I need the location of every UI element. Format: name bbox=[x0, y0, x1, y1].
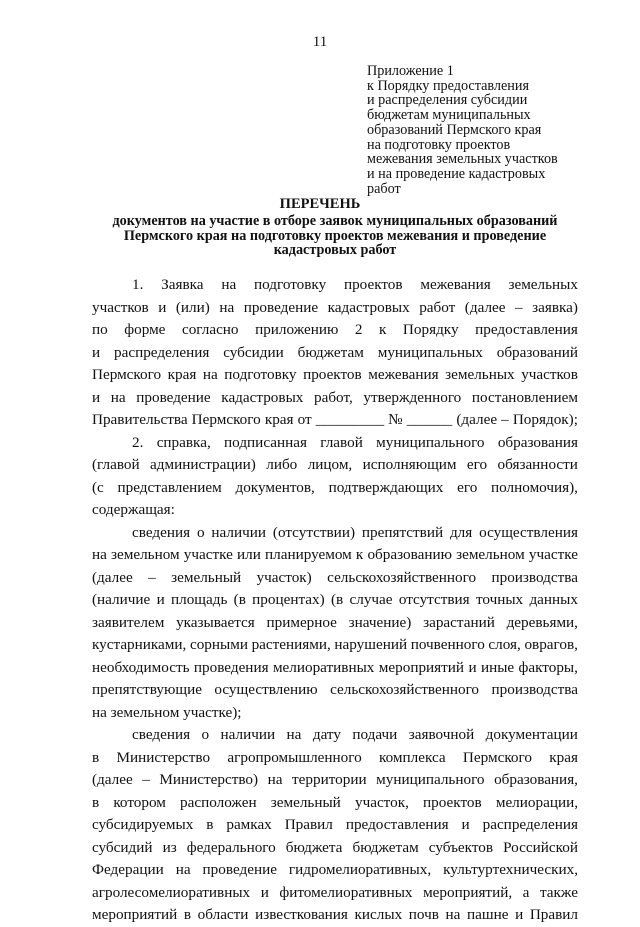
word: 2 bbox=[354, 321, 363, 338]
word: муниципального bbox=[376, 433, 485, 451]
word: (с bbox=[92, 478, 104, 496]
text-line bbox=[92, 904, 578, 927]
text-line bbox=[92, 297, 578, 320]
word: указывается bbox=[176, 613, 255, 631]
word: зарастаний bbox=[423, 613, 495, 631]
word: земельных bbox=[445, 366, 515, 383]
word: и bbox=[92, 388, 101, 406]
word: – bbox=[515, 298, 523, 316]
word: бюджетам bbox=[352, 838, 419, 856]
word: (далее bbox=[464, 298, 506, 316]
word: согласно bbox=[181, 321, 239, 338]
word: подготовку bbox=[224, 366, 297, 383]
word: его bbox=[457, 478, 478, 496]
word: от bbox=[297, 411, 312, 428]
word: рамках bbox=[226, 816, 272, 833]
text-line bbox=[92, 792, 578, 815]
word: а bbox=[522, 883, 530, 901]
word: (или) bbox=[175, 298, 210, 316]
word: (наличие bbox=[92, 591, 151, 608]
word: (далее bbox=[92, 771, 133, 788]
appendix-line: образований Пермского края bbox=[367, 121, 542, 138]
appendix-line: и на проведение кадастровых bbox=[367, 165, 546, 182]
word: сведения bbox=[132, 523, 191, 541]
word: отсутствия bbox=[398, 591, 470, 608]
word: участок, bbox=[354, 793, 409, 811]
word: и bbox=[461, 816, 470, 833]
word: осуществления bbox=[479, 523, 578, 541]
word: представлением bbox=[117, 478, 222, 496]
word: наличии bbox=[220, 726, 276, 743]
word: и bbox=[515, 906, 524, 923]
word: и bbox=[468, 658, 477, 676]
word: 1. bbox=[132, 276, 144, 293]
word: субсидии bbox=[223, 343, 284, 361]
word: проектов bbox=[423, 793, 482, 811]
word: по bbox=[92, 321, 108, 338]
word: межевания bbox=[420, 276, 491, 293]
word: образования bbox=[497, 433, 578, 451]
word: наличии bbox=[211, 523, 267, 541]
word: участков bbox=[92, 298, 149, 316]
text-line: содержащая: bbox=[92, 501, 175, 518]
word: земельный bbox=[171, 568, 242, 586]
appendix-line: и распределения субсидии bbox=[367, 92, 528, 109]
word: иные bbox=[480, 658, 515, 676]
appendix-header bbox=[367, 64, 558, 196]
word: мероприятий, bbox=[423, 883, 513, 901]
word: Министерство bbox=[116, 748, 211, 766]
word: полномочия), bbox=[491, 478, 578, 496]
word: ______ bbox=[406, 411, 453, 428]
word: точных bbox=[475, 591, 524, 608]
word: либо bbox=[266, 456, 298, 473]
text-line bbox=[92, 432, 578, 455]
text-line bbox=[92, 634, 578, 657]
word: федерального bbox=[186, 838, 276, 856]
word: предоставления bbox=[475, 321, 578, 338]
word: заявителем bbox=[92, 613, 165, 631]
word: справка, bbox=[156, 433, 211, 451]
word: котором bbox=[113, 793, 166, 811]
text-line bbox=[92, 747, 578, 770]
word: в bbox=[183, 906, 192, 923]
word: в bbox=[92, 748, 100, 766]
word: субсидий bbox=[92, 838, 153, 856]
word: к bbox=[379, 321, 387, 338]
word: на bbox=[286, 726, 302, 743]
text-line bbox=[92, 657, 578, 680]
word: межевания bbox=[368, 366, 439, 383]
word: на bbox=[219, 298, 235, 316]
text-line bbox=[92, 724, 578, 747]
document-subtitle bbox=[92, 214, 578, 258]
page-number: 11 bbox=[312, 34, 328, 50]
word: культуртехнических, bbox=[443, 861, 578, 878]
appendix-line: на подготовку проектов bbox=[367, 136, 511, 153]
word: сельскохозяйственного bbox=[327, 568, 477, 586]
word: кислых bbox=[354, 906, 403, 923]
word: участок) bbox=[256, 568, 312, 586]
word: деревьями, bbox=[506, 613, 578, 631]
word: кадастровых bbox=[221, 388, 304, 406]
word: – bbox=[501, 411, 509, 428]
word: на bbox=[92, 546, 107, 563]
word: участке bbox=[528, 546, 578, 563]
word: слоя, bbox=[488, 636, 521, 653]
word: дату bbox=[312, 726, 341, 743]
word: расположен bbox=[180, 793, 257, 811]
word: также bbox=[539, 883, 578, 901]
word: кустарниками, bbox=[92, 636, 187, 653]
word: о bbox=[201, 726, 210, 743]
word: – bbox=[142, 771, 150, 788]
word: Порядку bbox=[402, 321, 459, 338]
word: площадь bbox=[170, 591, 228, 608]
word: в bbox=[206, 816, 214, 833]
word: края bbox=[549, 748, 578, 766]
word: или bbox=[237, 546, 261, 563]
word: Пермского bbox=[462, 748, 532, 766]
word: приложению bbox=[255, 321, 339, 338]
word: Российской bbox=[503, 838, 578, 856]
text-line bbox=[92, 409, 578, 432]
word: муниципальных bbox=[377, 343, 483, 361]
text-line bbox=[92, 544, 578, 567]
word: участке bbox=[183, 546, 233, 563]
word: осуществлению bbox=[214, 681, 318, 698]
text-line bbox=[92, 679, 578, 702]
word: агролесомелиоративных bbox=[92, 883, 251, 901]
text-line: на земельном участке); bbox=[92, 703, 242, 721]
word: края bbox=[167, 366, 197, 383]
document-title: ПЕРЕЧЕНЬ bbox=[279, 196, 361, 212]
appendix-line: межевания земельных участков bbox=[367, 151, 558, 168]
word: мелиоративных bbox=[272, 658, 375, 676]
word: фитомелиоративных bbox=[279, 883, 413, 901]
text-line bbox=[92, 274, 578, 297]
word: работ, bbox=[314, 388, 353, 406]
text-line bbox=[92, 342, 578, 365]
word: проведения bbox=[193, 658, 269, 676]
word: сведения bbox=[132, 726, 191, 743]
word: Заявка bbox=[161, 276, 204, 293]
word: Министерство) bbox=[159, 771, 259, 788]
word: исполняющим bbox=[362, 456, 457, 473]
word: на bbox=[445, 906, 461, 923]
word: о bbox=[196, 523, 205, 541]
word: участков bbox=[521, 366, 578, 383]
word: его bbox=[466, 456, 488, 473]
word: для bbox=[449, 523, 473, 541]
word: подготовку bbox=[253, 276, 327, 293]
word: в bbox=[92, 793, 100, 811]
word: препятствий bbox=[361, 523, 444, 541]
word: территории bbox=[292, 771, 367, 788]
text-line bbox=[92, 837, 578, 860]
appendix-line: к Порядку предоставления bbox=[367, 77, 529, 94]
word: растениями, bbox=[251, 636, 331, 653]
word: мелиорации, bbox=[495, 793, 578, 811]
subtitle-line: документов на участие в отборе заявок муниципальных образований bbox=[112, 213, 558, 229]
word: Федерации bbox=[92, 861, 164, 878]
text-line bbox=[92, 567, 578, 590]
word: работ bbox=[419, 298, 456, 316]
text-line bbox=[92, 364, 578, 387]
word: № bbox=[388, 411, 403, 428]
text-line bbox=[92, 522, 578, 545]
word: факторы, bbox=[518, 658, 578, 676]
word: на bbox=[267, 771, 283, 788]
word: (отсутствии) bbox=[272, 523, 355, 541]
word: на bbox=[175, 861, 191, 878]
word: проектов bbox=[303, 366, 362, 383]
word: (в bbox=[330, 591, 344, 608]
word: _________ bbox=[315, 411, 385, 428]
word: главой bbox=[320, 433, 363, 451]
text-line bbox=[92, 814, 578, 837]
text-line bbox=[92, 769, 578, 792]
word: Пермского bbox=[191, 411, 261, 428]
subtitle-line: кадастровых работ bbox=[273, 242, 397, 259]
word: предоставления bbox=[345, 816, 449, 833]
word: образованию bbox=[367, 546, 452, 563]
word: заявочной bbox=[408, 726, 475, 743]
word: мероприятий bbox=[92, 906, 178, 923]
appendix-line: бюджетам муниципальных bbox=[367, 107, 531, 124]
appendix-line: работ bbox=[367, 180, 401, 197]
word: мероприятий bbox=[378, 658, 465, 676]
text-line bbox=[92, 589, 578, 612]
word: земельный bbox=[270, 793, 341, 811]
word: и bbox=[156, 591, 165, 608]
word: почвенного bbox=[410, 636, 485, 653]
word: (в bbox=[233, 591, 246, 608]
word: производства bbox=[491, 568, 578, 586]
word: оврагов, bbox=[524, 636, 578, 653]
word: субъектов bbox=[428, 838, 494, 856]
word: проведение bbox=[243, 298, 319, 316]
word: нарушений bbox=[334, 636, 408, 653]
word: 2. bbox=[132, 433, 144, 451]
text-line bbox=[92, 859, 578, 882]
word: лицом, bbox=[307, 456, 353, 473]
word: земельных bbox=[508, 276, 578, 293]
word: форме bbox=[124, 321, 166, 338]
word: заявка) bbox=[532, 298, 578, 316]
word: края bbox=[264, 411, 294, 428]
word: комплекса bbox=[378, 748, 446, 766]
word: процентах) bbox=[252, 591, 325, 608]
word: гидромелиоративных, bbox=[288, 861, 432, 878]
text-line bbox=[92, 387, 578, 410]
word: почв bbox=[408, 906, 439, 923]
word: Пермского bbox=[92, 366, 162, 383]
word: документации bbox=[485, 726, 578, 743]
word: образований bbox=[496, 343, 578, 361]
word: (далее bbox=[456, 411, 498, 428]
word: проведение bbox=[202, 861, 277, 878]
word: проектов bbox=[343, 276, 403, 293]
word: сорными bbox=[189, 636, 248, 653]
word: (далее bbox=[92, 568, 133, 586]
word: известкования bbox=[255, 906, 348, 923]
text-line bbox=[92, 454, 578, 477]
word: Правительства bbox=[92, 411, 188, 428]
word: из bbox=[162, 838, 177, 856]
word: и bbox=[158, 298, 167, 316]
word: сельскохозяйственного bbox=[330, 681, 480, 698]
word: кадастровых bbox=[327, 298, 410, 316]
subtitle-line: Пермского края на подготовку проектов межевания и проведение bbox=[123, 227, 547, 244]
word: препятствующие bbox=[92, 681, 202, 698]
word: данных bbox=[529, 591, 578, 608]
word: муниципального bbox=[376, 771, 485, 788]
word: распределения bbox=[114, 343, 210, 361]
text-line bbox=[92, 612, 578, 635]
word: значение) bbox=[348, 613, 412, 631]
word: производства bbox=[491, 681, 578, 698]
word: и bbox=[92, 343, 101, 361]
word: случае bbox=[349, 591, 393, 608]
word: примерное bbox=[266, 613, 337, 631]
word: Порядок); bbox=[512, 411, 578, 428]
word: земельном bbox=[456, 546, 525, 563]
word: – bbox=[148, 568, 156, 586]
word: субсидируемых bbox=[92, 816, 194, 833]
word: земельном bbox=[111, 546, 180, 563]
word: Правил bbox=[529, 906, 578, 923]
word: администрации) bbox=[150, 456, 256, 473]
document-body bbox=[92, 274, 578, 927]
word: на bbox=[110, 388, 126, 406]
word: Правил bbox=[284, 816, 333, 833]
text-line bbox=[92, 477, 578, 500]
word: и bbox=[260, 883, 269, 901]
word: подтверждающих bbox=[328, 478, 444, 496]
word: постановлением bbox=[471, 388, 578, 406]
word: необходимость bbox=[92, 658, 190, 676]
word: агропромышленного bbox=[227, 748, 362, 766]
word: (главой bbox=[92, 456, 140, 473]
word: образования, bbox=[494, 771, 578, 788]
appendix-line: Приложение 1 bbox=[367, 63, 454, 79]
word: подписанная bbox=[224, 433, 307, 451]
word: документов, bbox=[235, 478, 315, 496]
word: проведение bbox=[136, 388, 211, 406]
word: пашне bbox=[467, 906, 509, 923]
word: утвержденного bbox=[363, 388, 462, 406]
word: бюджетам bbox=[297, 343, 364, 361]
text-line bbox=[92, 882, 578, 905]
word: обязанности bbox=[497, 456, 578, 473]
word: бюджета bbox=[285, 838, 343, 856]
word: области bbox=[197, 906, 249, 923]
word: на bbox=[221, 276, 237, 293]
word: планируемом bbox=[265, 546, 352, 563]
word: на bbox=[202, 366, 218, 383]
word: распределения bbox=[482, 816, 578, 833]
text-line bbox=[92, 319, 578, 342]
word: к bbox=[355, 546, 364, 563]
word: подачи bbox=[352, 726, 398, 743]
